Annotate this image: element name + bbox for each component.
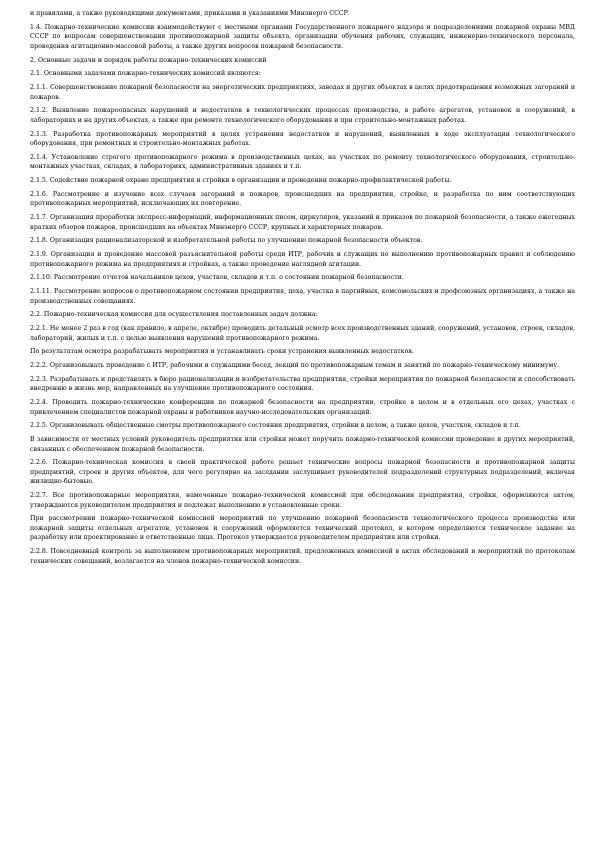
paragraph-2-1-2: 2.1.2. Выявление пожароопасных нарушений и недостатков в технологических процессах производства, в работе агрегатов, установок и сооружений, в лабораториях и на других объектах, а также при ремонте технологического оборудования и при строительно-монтажных работах.: [30, 107, 575, 124]
paragraph-2-1-10: 2.1.10. Рассмотрение отчетов начальников цехов, участков, складов и т.п. о состоянии пожарной безопасности.: [30, 274, 404, 282]
section-heading-2: 2. Основные задачи и порядок работы пожарно-технических комиссий: [30, 56, 267, 64]
paragraph-2-1-3: 2.1.3. Разработка противопожарных мероприятий в целях устранения недостатков и нарушений, выявленных в ходе эксплуатации технологического оборудования, при ремонтных и строительно-монтажных работах.: [30, 130, 575, 147]
paragraph-2-2-2: 2.2.2. Организовывать проведение с ИТР, рабочими и служащими бесед, лекций по противопожарным темам и занятий по пожарно-техническому минимуму.: [30, 362, 560, 369]
paragraph-2-2-6: 2.2.6. Пожарно-техническая комиссия в своей практической работе решает технические вопросы пожарной безопасности и противопожарной защиты предприятий, строек и других объектов, для чего регулярно на заседании заслушивает руководителей подразделений структурных подразделений, включая жилищно-бытовые.: [30, 459, 575, 486]
paragraph-2-1-9: 2.1.9. Организация и проведение массовой разъяснительной работы среди ИТР, рабочих и служащих по выполнению противопожарных правил и соблюдению противопожарного режима на предприятиях и стройках, а также проведение наглядной агитации.: [30, 251, 575, 268]
paragraph-2-1-7: 2.1.7. Организация проработки экспресс-информаций, информационных писем, циркуляров, указаний и приказов по пожарной безопасности, а также ежегодных кратких обзоров пожаров, происшедших на объектах Минэнерго СССР, крупных и характерных пожаров.: [30, 214, 575, 231]
paragraph-2-1-4: 2.1.4. Установление строгого противопожарного режима в производственных цехах, на участках по ремонту технологического оборудования, строительно-монтажных участках, складах, в лабораториях, административных зданиях и т.п.: [30, 153, 575, 171]
paragraph-1-4: 1.4. Пожарно-технические комиссии взаимодействуют с местными органами Государственного пожарного надзора и подразделениями пожарной охраны МВД СССР по вопросам совершенствования противопожарной защиты объекта, организации обучения рабочих, служащих, инженерно-технического персонала, проведения агитационно-массовой работы, а также других вопросов пожарной безопасности.: [30, 23, 575, 50]
paragraph-2-2-7: 2.2.7. Все противопожарные мероприятия, намеченные пожарно-технической комиссией при обследовании предприятия, стройки, оформляются актом, утверждаются руководителем предприятия и подлежат выполнению в установленные сроки.: [30, 492, 575, 509]
paragraph-2-1-11: 2.1.11. Рассмотрение вопросов о противопожарном состоянии предприятия, цеха, участка в партийных, комсомольских и профсоюзных организациях, а также на производственных совещаниях.: [30, 288, 575, 305]
paragraph-continuation: и правилами, а также руководящими документами, приказами и указаниями Минэнерго СССР.: [30, 10, 350, 17]
paragraph-technical-protocol: При рассмотрении пожарно-технической комиссией мероприятий по улучшению пожарной безопасности технологического процесса производства или пожарной защиты отдельных агрегатов, установок и сооружений оформляется технический протокол, в котором определяются техническое задание на разработку или проектирование и ответственные лица. Протокол утверждается руководителем предприятия или стройки.: [30, 515, 575, 542]
paragraph-2-1-1: 2.1.1. Совершенствование пожарной безопасности на энергетических предприятиях, заводах и других объектах в целях предотвращения возможных загораний и пожаров.: [30, 84, 575, 101]
paragraph-2-1-5: 2.1.5. Содействие пожарной охране предприятия и стройки в организации и проведении пожарно-профилактической работы.: [30, 177, 452, 184]
paragraph-2-2-5: 2.2.5. Организовывать общественные смотры противопожарного состояния предприятия, стройки в целом, а также цехов, участков, складов и т.п.: [30, 422, 521, 430]
paragraph-2-1: 2.1. Основными задачами пожарно-технических комиссий являются:: [30, 70, 261, 78]
paragraph-2-1-8: 2.1.8. Организация рационализаторской и изобретательной работы по улучшению пожарной безопасности объектов.: [30, 237, 423, 245]
paragraph-2-1-6: 2.1.6. Рассмотрение и изучение всех случаев загораний и пожаров, происшедших на предприятии, стройке, и разработка по ним соответствующих противопожарных мероприятий, исключающих их повторение.: [30, 190, 575, 208]
paragraph-2-2-4: 2.2.4. Проводить пожарно-технические конференции по пожарной безопасности на предприятии, стройке в целом и в отдельных его цехах, участках с привлечением специалистов пожарной охраны и работников научно-исследовательских организаций.: [30, 399, 575, 416]
paragraph-results: По результатам осмотра разрабатывать мероприятия и устанавливать сроки устранения выявленных недостатков.: [30, 348, 414, 356]
paragraph-2-2: 2.2. Пожарно-техническая комиссия для осуществления поставленных задач должна:: [30, 311, 318, 319]
paragraph-local-conditions: В зависимости от местных условий руководитель предприятия или стройки может поручить пожарно-технической комиссии проведение и других мероприятий, связанных с обеспечением пожарной безопасности.: [30, 436, 575, 453]
paragraph-2-2-3: 2.2.3. Разрабатывать и представлять в бюро рационализации и изобретательства предприятия, стройки мероприятия по пожарной безопасности и способствовать внедрению в жизнь мер, направленных на улучшение противопожарного состояния.: [30, 375, 575, 393]
paragraph-2-2-8: 2.2.8. Повседневный контроль за выполнением противопожарных мероприятий, предложенных комиссией в актах обследований и мероприятий по протоколам технических совещаний, возлагается на членов пожарно-технической комиссии.: [30, 548, 575, 565]
paragraph-2-2-1: 2.2.1. Не менее 2 раз в год (как правило, в апреле, октябре) проводить детальный осмотр всех производственных зданий, сооружений, установок, строек, складов, лабораторий, жилых и т.п. с целью выявления нарушений противопожарного режима.: [30, 325, 575, 342]
